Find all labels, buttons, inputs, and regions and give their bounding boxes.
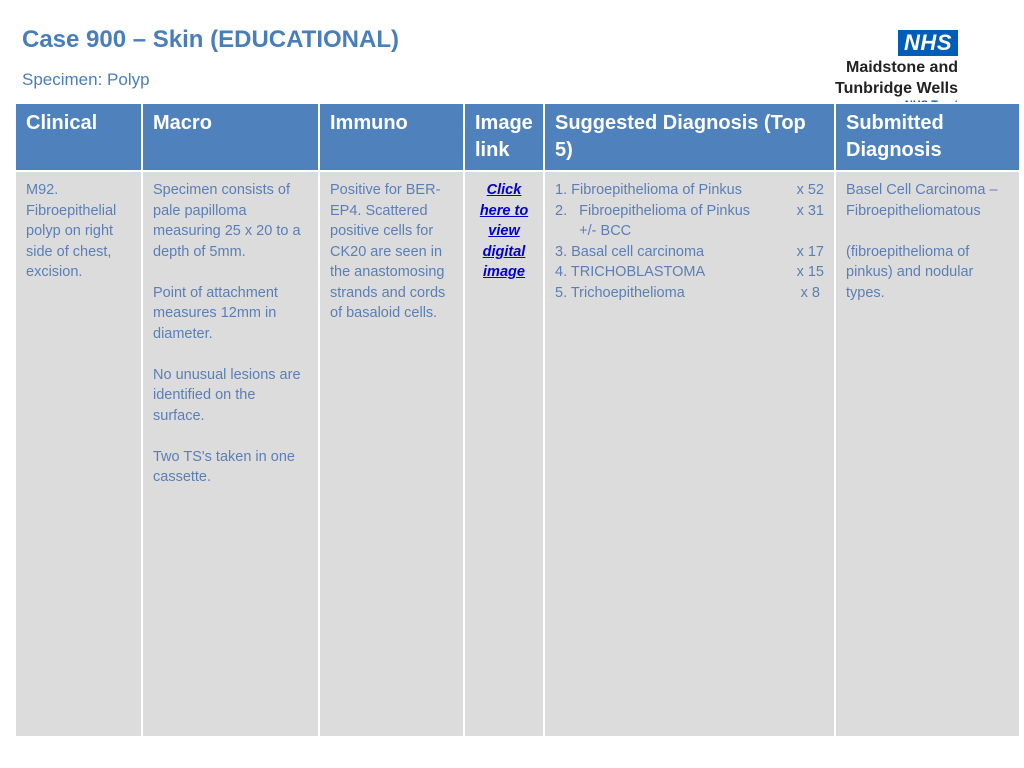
- nhs-logo-badge: NHS: [898, 30, 958, 56]
- diagnosis-count: x 52: [796, 182, 824, 198]
- immuno-text: Positive for BER-EP4. Scattered positive cells for CK20 are seen in the anastomosing strands and cords of basaloid cells.: [330, 182, 450, 321]
- header-submitted-diagnosis: Submitted Diagnosis: [835, 103, 1020, 171]
- header-clinical: Clinical: [15, 103, 142, 171]
- nhs-trust-logo: [818, 30, 958, 100]
- header-immuno: Immuno: [319, 103, 464, 171]
- suggested-diagnosis-item: [555, 262, 824, 283]
- cell-macro: [142, 171, 319, 737]
- logo-line-2: Tunbridge Wells: [835, 80, 958, 97]
- cell-immuno: [319, 171, 464, 737]
- cell-clinical: [15, 171, 142, 737]
- table-row: [15, 171, 1020, 737]
- clinical-text: M92. Fibroepithelial polyp on right side of chest, excision.: [26, 182, 121, 280]
- submitted-line: (fibroepithelioma of pinkus) and nodular types.: [846, 243, 978, 301]
- specimen-subtitle: Specimen: Polyp: [22, 70, 150, 89]
- diagnosis-label: 4. TRICHOBLASTOMA: [555, 264, 706, 280]
- macro-line: Two TS's taken in one cassette.: [153, 448, 299, 485]
- diagnosis-count: x 15: [796, 264, 824, 280]
- macro-line: [153, 426, 308, 447]
- table-header-row: [15, 103, 1020, 171]
- suggested-diagnosis-item: [555, 242, 824, 263]
- cell-image-link: [464, 171, 544, 737]
- diagnosis-label: +/- BCC: [555, 223, 632, 239]
- case-table: [14, 102, 1021, 738]
- macro-line: [153, 262, 308, 283]
- diagnosis-count: x 17: [796, 243, 824, 260]
- macro-line: Specimen consists of pale papilloma measuring 25 x 20 to a depth of 5mm.: [153, 182, 305, 260]
- submitted-line: [846, 221, 1009, 242]
- diagnosis-label: 5. Trichoepithelioma: [555, 284, 685, 301]
- suggested-diagnosis-item: [555, 283, 824, 304]
- page-title: Case 900 – Skin (EDUCATIONAL): [22, 26, 399, 53]
- view-digital-image-link[interactable]: Click here to view digital image: [479, 182, 529, 280]
- diagnosis-count: x 31: [796, 202, 824, 219]
- header-image-link: Image link: [464, 103, 544, 171]
- submitted-line: Basel Cell Carcinoma – Fibroepitheliomatous: [846, 182, 1002, 219]
- macro-line: No unusual lesions are identified on the surface.: [153, 366, 305, 424]
- header-macro: Macro: [142, 103, 319, 171]
- suggested-diagnosis-item: [555, 221, 824, 242]
- diagnosis-count: x 8: [800, 284, 824, 301]
- cell-submitted-diagnosis: [835, 171, 1020, 737]
- suggested-diagnosis-item: [555, 180, 824, 201]
- diagnosis-label: 1. Fibroepithelioma of Pinkus: [555, 182, 742, 198]
- macro-line: Point of attachment measures 12mm in diameter.: [153, 284, 282, 342]
- cell-suggested-diagnosis: [544, 171, 835, 737]
- logo-line-1: Maidstone and: [845, 59, 958, 76]
- header-suggested-diagnosis: Suggested Diagnosis (Top 5): [544, 103, 835, 171]
- macro-line: [153, 344, 308, 365]
- diagnosis-label: 2. Fibroepithelioma of Pinkus: [555, 202, 751, 219]
- diagnosis-label: 3. Basal cell carcinoma: [555, 243, 705, 260]
- suggested-diagnosis-item: [555, 201, 824, 222]
